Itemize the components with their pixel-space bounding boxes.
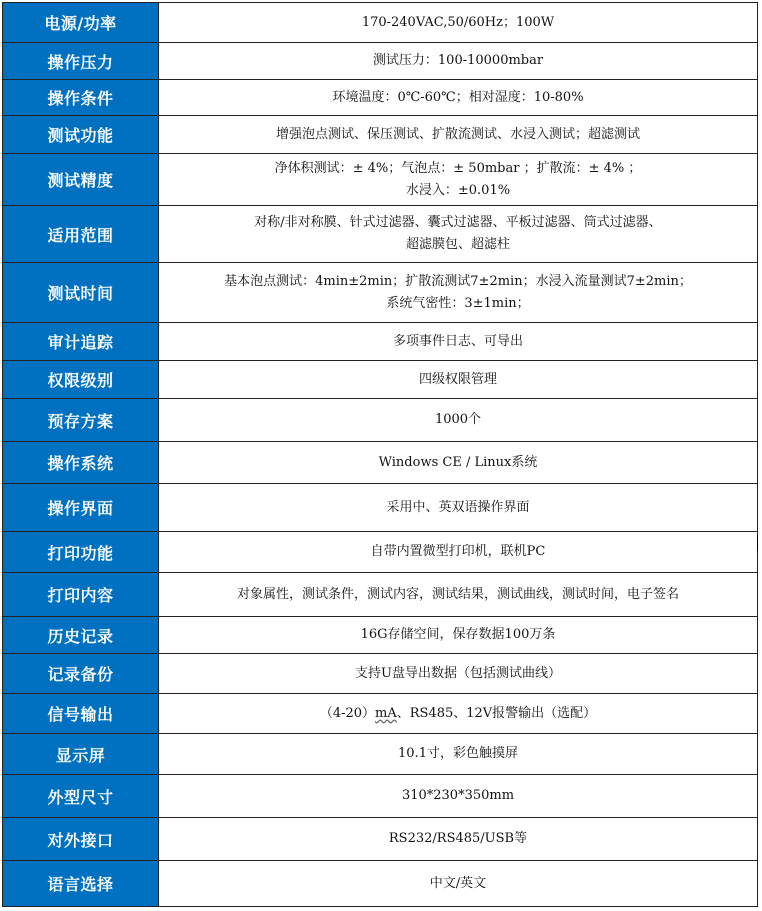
spec-row bbox=[3, 116, 758, 154]
spec-value: Windows CE / Linux系统 bbox=[159, 442, 758, 484]
spec-value: 中文/英文 bbox=[159, 861, 758, 907]
spec-row bbox=[3, 861, 758, 907]
spec-value: 支持U盘导出数据（包括测试曲线） bbox=[159, 654, 758, 694]
spec-value-line: 水浸入：±0.01% bbox=[405, 182, 511, 198]
spec-row bbox=[3, 361, 758, 399]
spec-row bbox=[3, 617, 758, 654]
spec-value bbox=[159, 206, 758, 263]
spec-label: 操作系统 bbox=[3, 442, 159, 484]
spec-value: 16G存储空间，保存数据100万条 bbox=[159, 617, 758, 654]
spec-value: 170-240VAC,50/60Hz；100W bbox=[159, 3, 758, 43]
spec-row bbox=[3, 532, 758, 573]
spec-label: 打印功能 bbox=[3, 532, 159, 573]
spec-row bbox=[3, 694, 758, 734]
spec-row bbox=[3, 442, 758, 484]
spec-value: 1000个 bbox=[159, 399, 758, 442]
spec-value bbox=[159, 154, 758, 206]
spec-label: 信号输出 bbox=[3, 694, 159, 734]
spec-value: 10.1寸，彩色触摸屏 bbox=[159, 734, 758, 775]
spec-row bbox=[3, 775, 758, 818]
spec-label: 操作界面 bbox=[3, 484, 159, 532]
spec-value: 增强泡点测试、保压测试、扩散流测试、水浸入测试；超滤测试 bbox=[159, 116, 758, 154]
spec-row bbox=[3, 573, 758, 617]
spec-row bbox=[3, 399, 758, 442]
spec-label: 操作压力 bbox=[3, 43, 159, 80]
spec-row bbox=[3, 206, 758, 263]
spec-value: RS232/RS485/USB等 bbox=[159, 818, 758, 861]
spec-value bbox=[159, 263, 758, 323]
spec-value bbox=[159, 694, 758, 734]
spec-value: 对象属性，测试条件，测试内容，测试结果，测试曲线，测试时间，电子签名 bbox=[159, 573, 758, 617]
spec-value: 环境温度：0℃-60℃；相对湿度：10-80% bbox=[159, 80, 758, 116]
spec-label: 测试时间 bbox=[3, 263, 159, 323]
spec-row bbox=[3, 484, 758, 532]
spec-row bbox=[3, 3, 758, 43]
spec-row bbox=[3, 734, 758, 775]
spec-value: 310*230*350mm bbox=[159, 775, 758, 818]
spec-row bbox=[3, 43, 758, 80]
spec-label: 历史记录 bbox=[3, 617, 159, 654]
spec-label: 对外接口 bbox=[3, 818, 159, 861]
text-cursor bbox=[757, 535, 758, 551]
spec-label: 测试精度 bbox=[3, 154, 159, 206]
spec-label: 权限级别 bbox=[3, 361, 159, 399]
spec-row bbox=[3, 263, 758, 323]
spec-label: 记录备份 bbox=[3, 654, 159, 694]
spec-value-line: 超滤膜包、超滤柱 bbox=[405, 237, 510, 252]
spec-value: 四级权限管理 bbox=[159, 361, 758, 399]
spec-label: 显示屏 bbox=[3, 734, 159, 775]
spec-value: 多项事件日志、可导出 bbox=[159, 323, 758, 361]
spec-value-line: 系统气密性：3±1min； bbox=[386, 295, 530, 311]
spec-label: 操作条件 bbox=[3, 80, 159, 116]
spec-label: 预存方案 bbox=[3, 399, 159, 442]
spec-value-line: 对称/非对称膜、针式过滤器、囊式过滤器、平板过滤器、筒式过滤器、 bbox=[254, 215, 662, 230]
spec-value: 测试压力：100-10000mbar bbox=[159, 43, 758, 80]
spec-label: 适用范围 bbox=[3, 206, 159, 263]
spec-value-line: 基本泡点测试：4min±2min；扩散流测试7±2min；水浸入流量测试7±2min； bbox=[224, 273, 692, 289]
spec-label: 电源/功率 bbox=[3, 3, 159, 43]
spec-row bbox=[3, 654, 758, 694]
spec-value-part: 、RS485、12V报警输出（选配） bbox=[396, 705, 597, 721]
spec-value-line: 净体积测试：± 4%；气泡点：± 50mbar ；扩散流：± 4% ； bbox=[274, 160, 642, 176]
spec-label: 测试功能 bbox=[3, 116, 159, 154]
spec-row bbox=[3, 80, 758, 116]
spec-value-part: （4-20） bbox=[319, 705, 376, 721]
spec-label: 语言选择 bbox=[3, 861, 159, 907]
spec-table bbox=[2, 2, 758, 907]
spec-row bbox=[3, 818, 758, 861]
spec-row bbox=[3, 154, 758, 206]
spec-value: 自带内置微型打印机，联机PC bbox=[159, 532, 758, 573]
spec-label: 审计追踪 bbox=[3, 323, 159, 361]
spec-row bbox=[3, 323, 758, 361]
spec-value-part: mA bbox=[375, 705, 397, 721]
spec-label: 外型尺寸 bbox=[3, 775, 159, 818]
spec-value: 采用中、英双语操作界面 bbox=[159, 484, 758, 532]
spec-label: 打印内容 bbox=[3, 573, 159, 617]
